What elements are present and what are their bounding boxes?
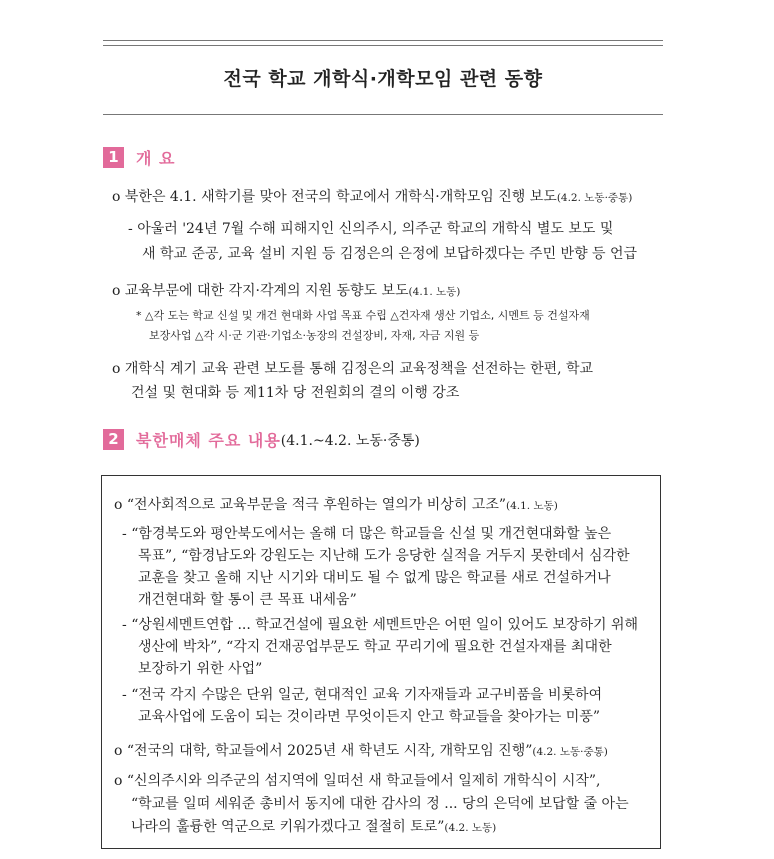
box-detail-2-l2: 생산에 박차”, “각지 건재공업부문도 학교 꾸리기에 필요한 건설자재를 최대한 [138, 639, 612, 655]
s1-bullet-2 [112, 280, 460, 304]
detail-line-1: “상원세멘트연합 ... 학교건설에 필요한 세멘트만은 어떤 일이 있어도 보장하기 위해 [131, 617, 639, 633]
box-quote-3-l3 [131, 816, 496, 839]
quote-text: “전국의 대학, 학교들에서 2025년 새 학년도 시작, 개학모임 진행” [126, 743, 533, 759]
detail-line-1: “함경북도와 평안북도에서는 올해 더 많은 학교들을 신설 및 개건현대화할 높은 [131, 526, 612, 542]
bullet-line-1: 개학식 계기 교육 관련 보도를 통해 김정은의 교육정책을 선전하는 한편, 학교 [124, 361, 594, 377]
bullet-mark: o [114, 773, 123, 789]
box-detail-1 [122, 523, 611, 545]
source-tag: (4.2. 노동·중통) [532, 746, 608, 758]
section-2-number: 2 [103, 429, 124, 450]
box-detail-3-l2: 교육사업에 도움이 되는 것이라면 무엇이든지 안고 학교들을 찾아가는 미풍” [138, 709, 601, 725]
source-tag: (4.1. 노동) [506, 500, 558, 512]
bullet-mark: o [112, 189, 121, 205]
section-1-label: 개 요 [136, 149, 176, 168]
section-1-number: 1 [103, 147, 124, 168]
box-detail-1-l4: 개건현대화 할 통이 큰 목표 내세움” [138, 592, 357, 608]
bullet-mark: o [112, 283, 121, 299]
dash-mark: - [122, 617, 127, 633]
box-detail-1-l3: 교훈을 찾고 올해 지난 시기와 대비도 될 수 없게 많은 학교를 새로 건설하거나 [138, 570, 611, 586]
header-rule-bottom [103, 114, 663, 115]
dash-mark: - [122, 687, 127, 703]
sub-line-1: 아울러 '24년 7월 수해 피해지인 신의주시, 의주군 학교의 개학식 별도 보도 및 [137, 221, 614, 237]
section-2-heading [103, 428, 420, 451]
s1-bullet-3-cont [131, 382, 459, 405]
note-line-2: 보장사업 △각 시·군 기관·기업소·농장의 건설장비, 자재, 자금 지원 등 [149, 329, 480, 342]
box-quote-2 [114, 740, 608, 763]
source-tag: (4.2. 노동·중통) [556, 192, 633, 204]
s1-bullet-3 [112, 358, 593, 381]
page-title: 전국 학교 개학식·개학모임 관련 동향 [223, 68, 543, 90]
section-2-label: 북한매체 주요 내용 [136, 431, 281, 450]
source-tag: (4.2. 노동) [444, 822, 497, 834]
sub-line-2: 새 학교 준공, 교육 설비 지원 등 김정은의 은정에 보답하겠다는 주민 반향 등 언급 [142, 246, 638, 262]
box-detail-2-l3: 보장하기 위한 사업” [138, 661, 263, 677]
s1-bullet-1-sub [128, 218, 613, 241]
header-rule-top [103, 40, 663, 41]
bullet-text: 북한은 4.1. 새학기를 맞아 전국의 학교에서 개학식·개학모임 진행 보도 [124, 189, 557, 205]
detail-line-1: “전국 각지 수많은 단위 일군, 현대적인 교육 기자재들과 교구비품을 비롯하여 [131, 687, 603, 703]
quote-line-1: “신의주시와 의주군의 섬지역에 일떠선 새 학교들에서 일제히 개학식이 시작”, [126, 773, 601, 789]
s1-bullet-1-sub-cont [142, 243, 637, 266]
sub-mark: - [128, 221, 133, 237]
quote-line-3: 나라의 훌륭한 역군으로 키워가겠다고 절절히 토로” [131, 819, 445, 835]
section-1-heading [103, 146, 175, 169]
s1-note [136, 306, 590, 326]
s1-bullet-1 [112, 186, 632, 210]
bullet-mark: o [114, 743, 123, 759]
box-quote-3 [114, 770, 601, 792]
source-tag: (4.1. 노동) [408, 286, 461, 298]
dash-mark: - [122, 526, 127, 542]
box-detail-2 [122, 614, 638, 636]
bullet-text: 교육부문에 대한 각지·각계의 지원 동향도 보도 [124, 283, 409, 299]
quote-text: “전사회적으로 교육부문을 적극 후원하는 열의가 비상히 고조” [126, 497, 507, 513]
box-detail-1-l2: 목표”, “함경남도와 강원도는 지난해 도가 응당한 실적을 거두지 못한데서 심각한 [138, 548, 630, 564]
header-rule-top-second [103, 45, 663, 46]
section-2-sub: (4.1.~4.2. 노동·중통) [280, 432, 420, 449]
box-quote-1 [114, 494, 558, 517]
bullet-mark: o [112, 361, 121, 377]
box-quote-3-l2: “학교를 일떠 세워준 총비서 동지에 대한 감사의 정 ... 당의 은덕에 보답할 줄 아는 [131, 796, 629, 812]
note-line-1: △각 도는 학교 신설 및 개건 현대화 사업 목표 수립 △건자재 생산 기업소, 시멘트 등 건설자재 [145, 309, 590, 322]
bullet-line-2: 건설 및 현대화 등 제11차 당 전원회의 결의 이행 강조 [131, 385, 460, 401]
box-detail-3 [122, 684, 602, 706]
bullet-mark: o [114, 497, 123, 513]
note-mark: * [136, 309, 142, 322]
s1-note-cont [149, 326, 479, 346]
